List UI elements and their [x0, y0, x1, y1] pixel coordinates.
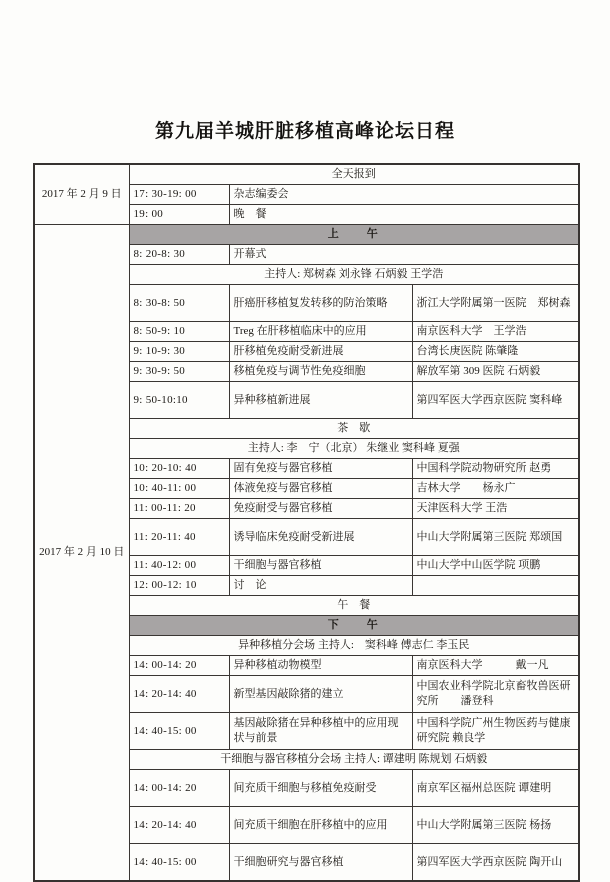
speaker-cell: 台湾长庚医院 陈肇隆	[412, 342, 579, 362]
topic-cell: 间充质干细胞与移植免疫耐受	[229, 770, 412, 807]
time-cell: 14: 20-14: 40	[129, 807, 229, 844]
time-cell: 12: 00-12: 10	[129, 576, 229, 596]
topic-cell: 基因敲除猪在异种移植中的应用现状与前景	[229, 713, 412, 750]
topic-cell: 异种移植新进展	[229, 382, 412, 419]
time-cell: 14: 40-15: 00	[129, 713, 229, 750]
page-title: 第九届羊城肝脏移植高峰论坛日程	[154, 121, 455, 142]
speaker-cell: 天津医科大学 王浩	[412, 499, 579, 519]
allday-registration-cell: 全天报到	[129, 164, 579, 185]
topic-cell: 干细胞研究与器官移植	[229, 844, 412, 882]
time-cell: 8: 30-8: 50	[129, 285, 229, 322]
time-cell: 14: 40-15: 00	[129, 844, 229, 882]
morning-section-band: 上 午	[129, 225, 579, 245]
date-cell-day1: 2017 年 2 月 9 日	[34, 164, 129, 225]
topic-cell: 免疫耐受与器官移植	[229, 499, 412, 519]
time-cell: 10: 40-11: 00	[129, 479, 229, 499]
topic-cell: 异种移植动物模型	[229, 656, 412, 676]
speaker-cell: 解放军第 309 医院 石炳毅	[412, 362, 579, 382]
topic-cell: 开幕式	[229, 245, 579, 265]
topic-cell: 讨 论	[229, 576, 412, 596]
speaker-cell: 中国科学院广州生物医药与健康研究院 赖良学	[412, 713, 579, 750]
time-cell: 14: 20-14: 40	[129, 676, 229, 713]
speaker-cell-empty	[412, 576, 579, 596]
table-row	[34, 225, 579, 245]
table-row	[34, 164, 579, 185]
time-cell: 8: 50-9: 10	[129, 322, 229, 342]
speaker-cell: 吉林大学 杨永广	[412, 479, 579, 499]
schedule-table	[33, 163, 580, 882]
topic-cell: 间充质干细胞在肝移植中的应用	[229, 807, 412, 844]
topic-cell: 肝癌肝移植复发转移的防治策略	[229, 285, 412, 322]
time-cell: 11: 20-11: 40	[129, 519, 229, 556]
topic-cell: 体液免疫与器官移植	[229, 479, 412, 499]
speaker-cell: 浙江大学附属第一医院 郑树森	[412, 285, 579, 322]
topic-cell: 杂志编委会	[229, 185, 579, 205]
speaker-cell: 南京军区福州总医院 谭建明	[412, 770, 579, 807]
topic-cell: 新型基因敲除猪的建立	[229, 676, 412, 713]
subsession-stemcell-header: 干细胞与器官移植分会场 主持人: 谭建明 陈规划 石炳毅	[129, 750, 579, 770]
time-cell: 14: 00-14: 20	[129, 770, 229, 807]
topic-cell: Treg 在肝移植临床中的应用	[229, 322, 412, 342]
afternoon-section-band: 下 午	[129, 616, 579, 636]
time-cell: 9: 10-9: 30	[129, 342, 229, 362]
chair-row-morning2: 主持人: 李 宁（北京） 朱继业 窦科峰 夏强	[129, 439, 579, 459]
time-cell: 17: 30-19: 00	[129, 185, 229, 205]
time-cell: 11: 40-12: 00	[129, 556, 229, 576]
speaker-cell: 中山大学中山医学院 项鹏	[412, 556, 579, 576]
speaker-cell: 中国科学院动物研究所 赵勇	[412, 459, 579, 479]
lunch-cell: 午 餐	[129, 596, 579, 616]
time-cell: 14: 00-14: 20	[129, 656, 229, 676]
time-cell: 10: 20-10: 40	[129, 459, 229, 479]
speaker-cell: 南京医科大学 戴一凡	[412, 656, 579, 676]
time-cell: 11: 00-11: 20	[129, 499, 229, 519]
speaker-cell: 中山大学附属第三医院 郑颂国	[412, 519, 579, 556]
topic-cell: 晚 餐	[229, 205, 579, 225]
speaker-cell: 南京医科大学 王学浩	[412, 322, 579, 342]
tea-break-cell: 茶 歇	[129, 419, 579, 439]
speaker-cell: 第四军医大学西京医院 窦科峰	[412, 382, 579, 419]
speaker-cell: 中国农业科学院北京畜牧兽医研究所 潘登科	[412, 676, 579, 713]
chair-row-morning1: 主持人: 郑树森 刘永锋 石炳毅 王学浩	[129, 265, 579, 285]
topic-cell: 移植免疫与调节性免疫细胞	[229, 362, 412, 382]
speaker-cell: 第四军医大学西京医院 陶开山	[412, 844, 579, 882]
subsession-xeno-header: 异种移植分会场 主持人: 窦科峰 傅志仁 李玉民	[129, 636, 579, 656]
time-cell: 9: 30-9: 50	[129, 362, 229, 382]
time-cell: 8: 20-8: 30	[129, 245, 229, 265]
topic-cell: 干细胞与器官移植	[229, 556, 412, 576]
topic-cell: 固有免疫与器官移植	[229, 459, 412, 479]
topic-cell: 诱导临床免疫耐受新进展	[229, 519, 412, 556]
time-cell: 9: 50-10:10	[129, 382, 229, 419]
speaker-cell: 中山大学附属第三医院 杨扬	[412, 807, 579, 844]
date-cell-day2: 2017 年 2 月 10 日	[34, 225, 129, 882]
topic-cell: 肝移植免疫耐受新进展	[229, 342, 412, 362]
time-cell: 19: 00	[129, 205, 229, 225]
